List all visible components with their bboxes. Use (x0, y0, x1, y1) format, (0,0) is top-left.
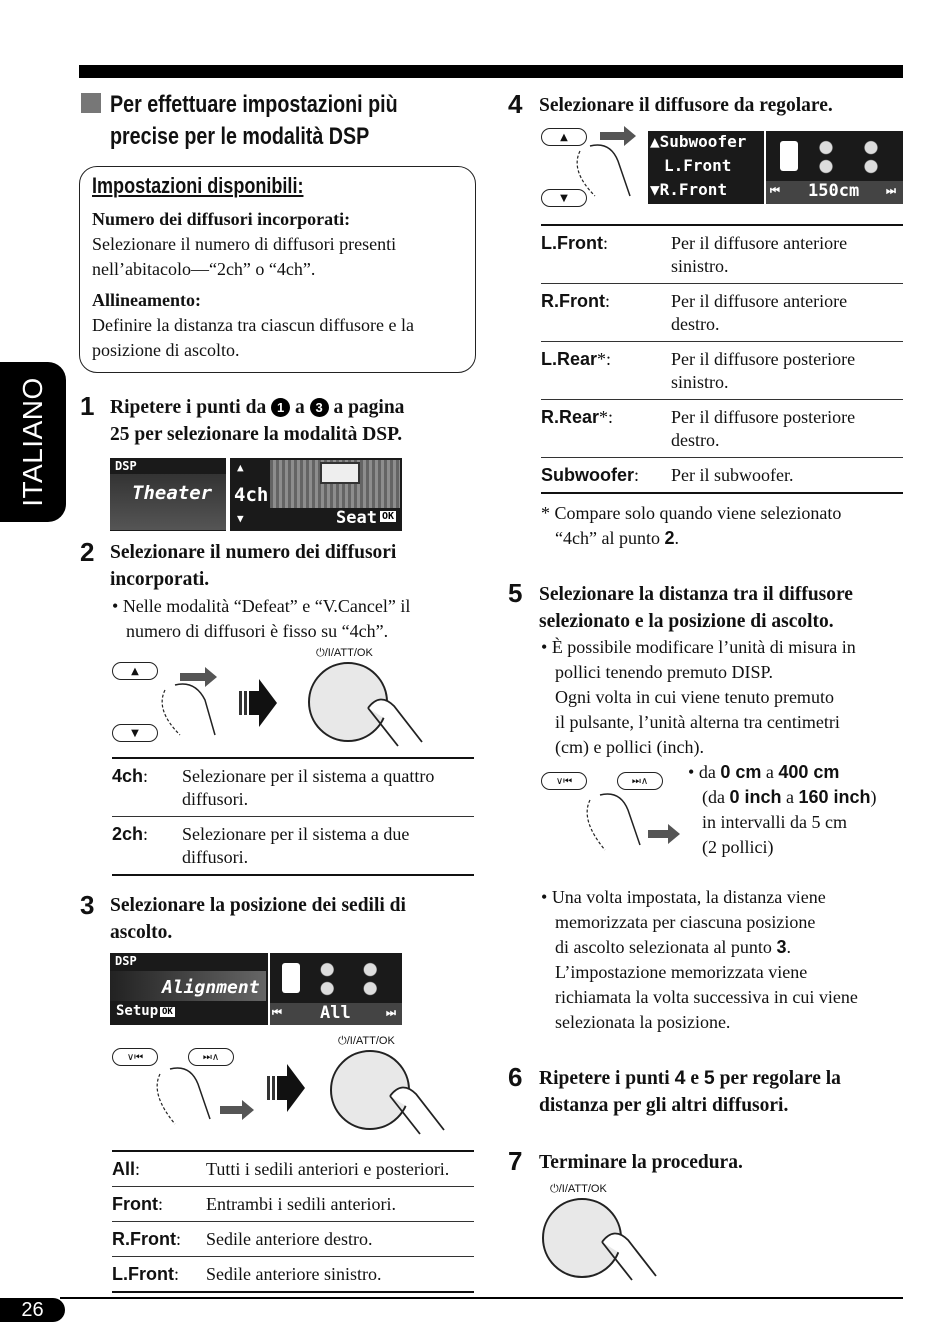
knob-label: ⏻/I/ATT/OK (316, 647, 373, 659)
step-5-bullet-2: • Una volta impostata, la distanza viene memorizzata per ciascuna posizione di ascolto selezionata al punto 3. L’impostazione memorizzata viene richiamata la volta successiva in cui viene selezionata la posizione. (541, 887, 858, 1032)
prev-button[interactable]: ∨⏮ (112, 1048, 158, 1066)
prev-button[interactable]: ∨⏮ (541, 772, 587, 790)
box-title: Impostazioni disponibili: (92, 173, 304, 198)
step-7-number: 7 (508, 1146, 523, 1176)
table-row: L.Front: Per il diffusore anteriore sinistro. (541, 225, 903, 284)
finger-press-icon (140, 1064, 270, 1134)
lcd-alignment: DSP Alignment Setup OK ⏮ All ⏭ (110, 953, 402, 1025)
table-row: R.Front: Per il diffusore anteriore destro. (541, 284, 903, 342)
seat-table (112, 1150, 474, 1293)
down-button[interactable]: ▼ (112, 724, 158, 742)
table-row: 2ch: Selezionare per il sistema a due diffusori. (112, 817, 474, 876)
finger-press-icon (560, 126, 650, 206)
up-button[interactable]: ▲ (541, 128, 587, 146)
knob-label: ⏻/I/ATT/OK (550, 1183, 607, 1195)
screen-graphic (320, 462, 360, 484)
step-5-bullet-1: • È possibile modificare l’unità di misura in pollici tenendo premuto DISP. Ogni volta in cui viene tenuto premuto il pulsante, l’unità alterna tra centimetri (cm) e pollici (inch). (541, 637, 856, 757)
seats-graphic (808, 135, 898, 177)
arrow-right-icon (265, 1060, 307, 1116)
bottom-rule (60, 1297, 903, 1299)
step-4-text: Selezionare il diffusore da regolare. (539, 95, 833, 116)
down-button[interactable]: ▼ (541, 189, 587, 207)
circled-3: 3 (310, 398, 329, 417)
step-4-number: 4 (508, 89, 523, 119)
step-2-text: Selezionare il numero dei diffusori incorporati. (110, 542, 397, 590)
step-5-text: Selezionare la distanza tra il diffusore selezionato e la posizione di ascolto. (539, 584, 853, 632)
alignment-heading: Allineamento: (92, 290, 201, 310)
knob-label: ⏻/I/ATT/OK (338, 1035, 395, 1047)
table-row: L.Front: Sedile anteriore sinistro. (112, 1257, 474, 1293)
table-row: Subwoofer: Per il subwoofer. (541, 458, 903, 494)
footnote: * Compare solo quando viene selezionato “4ch” al punto 2. (541, 503, 842, 548)
circled-1: 1 (271, 398, 290, 417)
page-number: 26 (0, 1298, 65, 1322)
lcd-dsp-theater: DSP Theater ▲ 4ch ▼ Seat OK (110, 458, 402, 531)
speaker-table (541, 224, 903, 494)
up-button[interactable]: ▲ (112, 662, 158, 680)
distance-range: • da 0 cm a 400 cm (da 0 inch a 160 inch) in intervalli da 5 cm (2 pollici) (688, 762, 877, 857)
language-side-tab (0, 362, 66, 522)
next-button[interactable]: ⏭∧ (188, 1048, 234, 1066)
speakers-heading: Numero dei diffusori incorporati: (92, 209, 351, 229)
seats-graphic (310, 957, 396, 999)
section-marker-square (81, 93, 101, 113)
box-content: Numero dei diffusori incorporati: Selezionare il numero di diffusori presenti nell’abitacolo—“2ch” o “4ch”. Allineamento: Definire la distanza tra ciascun diffusore e la posizione di ascolto. (92, 207, 472, 363)
finger-press-icon (594, 1224, 664, 1284)
top-rule (79, 65, 903, 78)
speaker-graphic (282, 963, 300, 993)
step-7-text: Terminare la procedura. (539, 1152, 743, 1173)
finger-press-icon (360, 690, 430, 750)
step-3-number: 3 (80, 890, 95, 920)
table-row: 4ch: Selezionare per il sistema a quattro diffusori. (112, 758, 474, 817)
table-row: L.Rear*: Per il diffusore posteriore sinistro. (541, 342, 903, 400)
step-6-text: Ripetere i punti 4 e 5 per regolare la distanza per gli altri diffusori. (539, 1067, 841, 1116)
step-6-number: 6 (508, 1062, 523, 1092)
next-button[interactable]: ⏭∧ (617, 772, 663, 790)
step-2-bullet: • Nelle modalità “Defeat” e “V.Cancel” il numero di diffusori è fisso su “4ch”. (112, 596, 411, 641)
table-row: R.Front: Sedile anteriore destro. (112, 1222, 474, 1257)
table-row: Front: Entrambi i sedili anteriori. (112, 1187, 474, 1222)
finger-press-icon (382, 1078, 452, 1138)
step-2-number: 2 (80, 537, 95, 567)
step-3-text: Selezionare la posizione dei sedili di ascolto. (110, 895, 406, 943)
finger-press-icon (570, 790, 690, 860)
speaker-graphic (780, 141, 798, 171)
step-1-number: 1 (80, 391, 95, 421)
table-row: All: Tutti i sedili anteriori e posteriori. (112, 1151, 474, 1187)
step-5-number: 5 (508, 578, 523, 608)
lcd-speaker-select: ▲Subwoofer L.Front ▼R.Front ⏮ 150cm ⏭ (648, 131, 903, 204)
section-title: Per effettuare impostazioni più precise per le modalità DSP (110, 91, 398, 150)
channel-table (112, 757, 474, 876)
language-label: ITALIANO (17, 377, 48, 507)
table-row: R.Rear*: Per il diffusore posteriore destro. (541, 400, 903, 458)
arrow-right-icon (237, 675, 279, 731)
step-1-text: Ripetere i punti da 1 a 3 a pagina 25 per selezionare la modalità DSP. (110, 397, 405, 445)
